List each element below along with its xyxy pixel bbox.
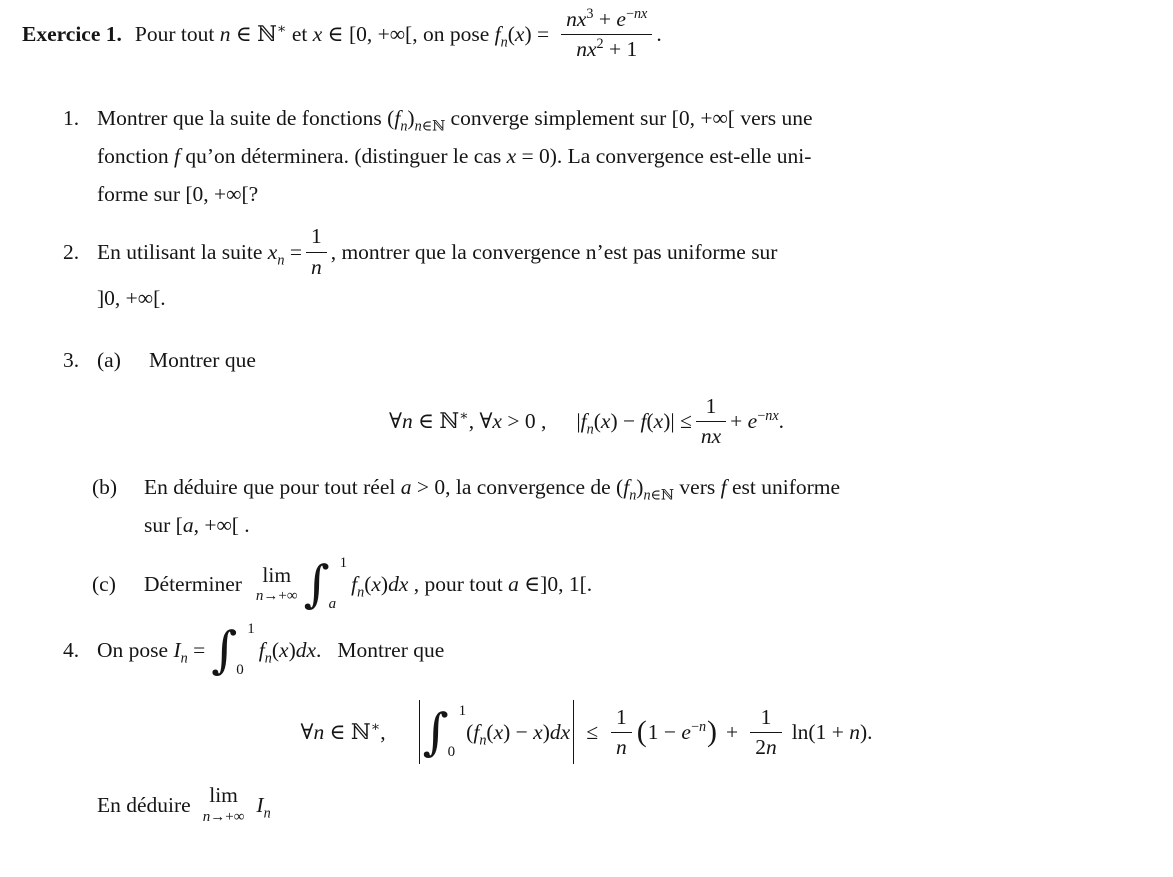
integral-a-to-1 bbox=[304, 556, 348, 612]
question-1-number: 1. bbox=[63, 106, 80, 131]
question-3c bbox=[0, 556, 1173, 612]
question-4 bbox=[0, 622, 1173, 678]
question-2-text-pre: En utilisant la suite $x_n$ = bbox=[97, 240, 302, 269]
paren-content: $1 - e^{-n}$ bbox=[647, 718, 707, 744]
question-2-row bbox=[0, 225, 1173, 278]
integral-icon: ∫ bbox=[303, 554, 330, 613]
conclusion-sequence: $I_n$ bbox=[256, 792, 271, 822]
question-2-fraction bbox=[306, 225, 327, 278]
equation-3a-rhs: + $e^{-nx}$. bbox=[730, 407, 785, 434]
conclusion-text: En déduire bbox=[97, 792, 191, 817]
equation-4-fraction-2 bbox=[750, 706, 782, 759]
integral-icon: ∫ bbox=[422, 702, 449, 761]
integral-upper-bound: 1 bbox=[247, 621, 255, 638]
limit-operator bbox=[256, 564, 298, 605]
equation-3a-quantifiers: ∀n ∈ ℕ∗, ∀x > 0 , bbox=[388, 407, 547, 434]
question-4-integrand: $f_n(x)dx$. bbox=[258, 638, 322, 667]
question-2 bbox=[0, 225, 1173, 316]
limit-subscript: n→+∞ bbox=[255, 588, 298, 605]
equation-4-quantifier: ∀n ∈ ℕ∗, bbox=[300, 718, 386, 744]
integral-lower-bound: 0 bbox=[236, 662, 244, 679]
right-paren: ) bbox=[707, 715, 718, 749]
question-4-text-post: Montrer que bbox=[337, 638, 445, 663]
fraction-2-numerator: 1 bbox=[750, 706, 782, 733]
equation-4-tail: ln(1 + n). bbox=[791, 719, 873, 744]
integral-bounds bbox=[447, 703, 467, 761]
equation-3a-fraction-denominator: nx bbox=[700, 424, 722, 449]
question-4-text-pre: On pose $I_n$ = bbox=[97, 638, 206, 667]
question-3b-line-2: sur [a, +∞[ . bbox=[144, 513, 250, 538]
exercise-label: Exercice 1. bbox=[22, 22, 122, 47]
intro-fraction-numerator: $nx^3 + e^{-nx}$ bbox=[561, 8, 652, 35]
question-1-line-1: Montrer que la suite de fonctions $(f_n)_{n\in ℕ}$ converge simplement sur [0, +∞[ vers une bbox=[97, 106, 813, 135]
question-2-fraction-numerator: 1 bbox=[306, 225, 327, 252]
question-3b-row bbox=[0, 468, 1173, 506]
intro-fraction bbox=[561, 5, 652, 62]
intro-text: Pour tout n ∈ ℕ∗ et x ∈ [0, +∞[, on pose $f_n(x)$ = bbox=[134, 21, 550, 51]
limit-word: lim bbox=[209, 783, 238, 808]
question-3b bbox=[0, 468, 1173, 544]
question-3a bbox=[0, 341, 1173, 379]
limit-operator bbox=[203, 784, 245, 825]
integral-upper-bound: 1 bbox=[458, 703, 467, 720]
limit-subscript: n→+∞ bbox=[202, 808, 245, 825]
right-abs-bar bbox=[573, 700, 574, 764]
question-3b-label: (b) bbox=[92, 475, 118, 500]
integral-bounds bbox=[238, 622, 255, 678]
integral-0-to-1 bbox=[211, 622, 255, 678]
left-paren: ( bbox=[636, 715, 647, 749]
question-1 bbox=[0, 99, 1173, 213]
equation-3a bbox=[0, 395, 1173, 448]
question-2-number: 2. bbox=[63, 240, 80, 265]
equation-4-fraction-1 bbox=[611, 706, 632, 759]
intro-fraction-denominator: $nx^2 + 1$ bbox=[576, 36, 638, 62]
equation-4 bbox=[0, 700, 1173, 764]
equation-3a-fraction bbox=[696, 395, 726, 448]
integral-lower-bound: a bbox=[328, 596, 337, 613]
question-1-row bbox=[0, 99, 1173, 137]
question-1-line-2: fonction f qu’on déterminera. (distinguer le cas x = 0). La convergence est-elle uni- bbox=[97, 144, 812, 169]
question-3c-text: Déterminer bbox=[144, 572, 242, 597]
integral-upper-bound: 1 bbox=[339, 555, 348, 572]
limit-word: lim bbox=[262, 562, 292, 587]
question-4-number: 4. bbox=[63, 638, 80, 663]
integral-0-to-1 bbox=[423, 704, 467, 760]
fraction-1-denominator: n bbox=[616, 734, 627, 759]
plus-sign: + bbox=[726, 719, 739, 744]
exercise-intro bbox=[0, 0, 1173, 61]
question-3-number: 3. bbox=[63, 347, 80, 372]
integral-icon: ∫ bbox=[211, 620, 238, 679]
question-1-line-3: forme sur [0, +∞[? bbox=[97, 182, 259, 207]
question-2-fraction-denominator: n bbox=[310, 254, 322, 279]
conclusion bbox=[97, 784, 1173, 825]
question-3c-tail: $f_n(x)dx$ , pour tout a ∈]0, 1[. bbox=[351, 572, 593, 601]
less-equal-sign: ≤ bbox=[586, 719, 598, 744]
question-2-text-post: , montrer que la convergence n’est pas uniforme sur bbox=[330, 240, 778, 265]
question-3a-text: Montrer que bbox=[149, 347, 256, 372]
equation-3a-fraction-numerator: 1 bbox=[696, 395, 726, 422]
fraction-1-numerator: 1 bbox=[611, 706, 632, 733]
integral-bounds bbox=[328, 555, 348, 613]
equation-4-integrand: $(f_n(x) - x)dx$ bbox=[466, 719, 571, 749]
question-2-line-2: ]0, +∞[. bbox=[97, 285, 166, 310]
intro-period: . bbox=[656, 22, 662, 47]
left-abs-bar bbox=[419, 700, 420, 764]
question-3b-line-1: En déduire que pour tout réel a > 0, la convergence de $(f_n)_{n\in ℕ}$ vers f est uniforme bbox=[144, 475, 841, 504]
question-3a-label: (a) bbox=[97, 347, 121, 372]
question-3c-label: (c) bbox=[92, 572, 116, 597]
integral-lower-bound: 0 bbox=[447, 744, 456, 761]
fraction-2-denominator: 2n bbox=[755, 734, 777, 759]
equation-3a-lhs: $|f_n(x) - f(x)|$ ≤ bbox=[576, 409, 692, 438]
